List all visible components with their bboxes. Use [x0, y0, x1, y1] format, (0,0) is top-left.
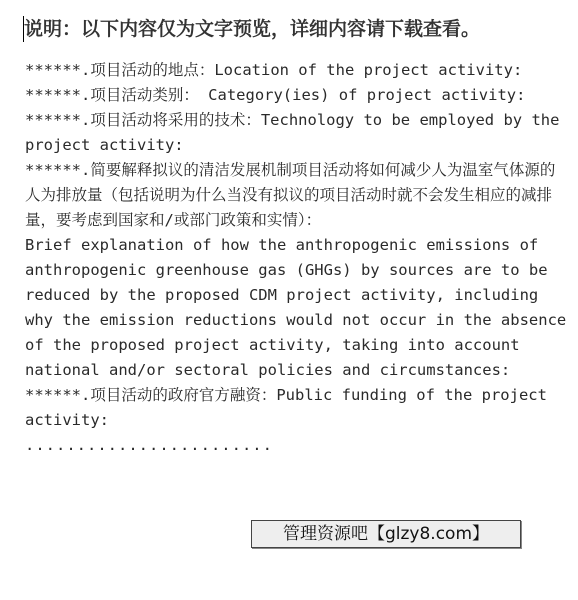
paragraph-explanation-cn: ******.简要解释拟议的清洁发展机制项目活动将如何减少人为温室气体源的人为排放量（包括说明为什么当没有拟议的项目活动时就不会发生相应的减排量，要考虑到国家和/或部门政策和实情）： [25, 161, 556, 229]
paragraph-location: ******.项目活动的地点：Location of the project activity: [25, 61, 523, 79]
document-body [25, 58, 570, 458]
paragraph-technology: ******.项目活动将采用的技术：Technology to be employed by the project activity: [25, 111, 560, 154]
watermark-badge: 管理资源吧【glzy8.com】 [251, 520, 521, 548]
paragraph-explanation-en: Brief explanation of how the anthropogenic emissions of anthropogenic greenhouse gas (GHGs) by sources are to be reduced by the proposed CDM project activity, including why the emission reductions would not occur in the absence of the proposed project activity, taking into account national and/or sectoral policies and circumstances: [25, 236, 567, 379]
paragraph-public-funding: ******.项目活动的政府官方融资：Public funding of the project activity: [25, 386, 547, 429]
ellipsis-line: ........................ [25, 436, 273, 454]
preview-notice: 说明：以下内容仅为文字预览，详细内容请下载查看。 [24, 18, 481, 40]
paragraph-category: ******.项目活动类别： Category(ies) of project activity: [25, 86, 526, 104]
